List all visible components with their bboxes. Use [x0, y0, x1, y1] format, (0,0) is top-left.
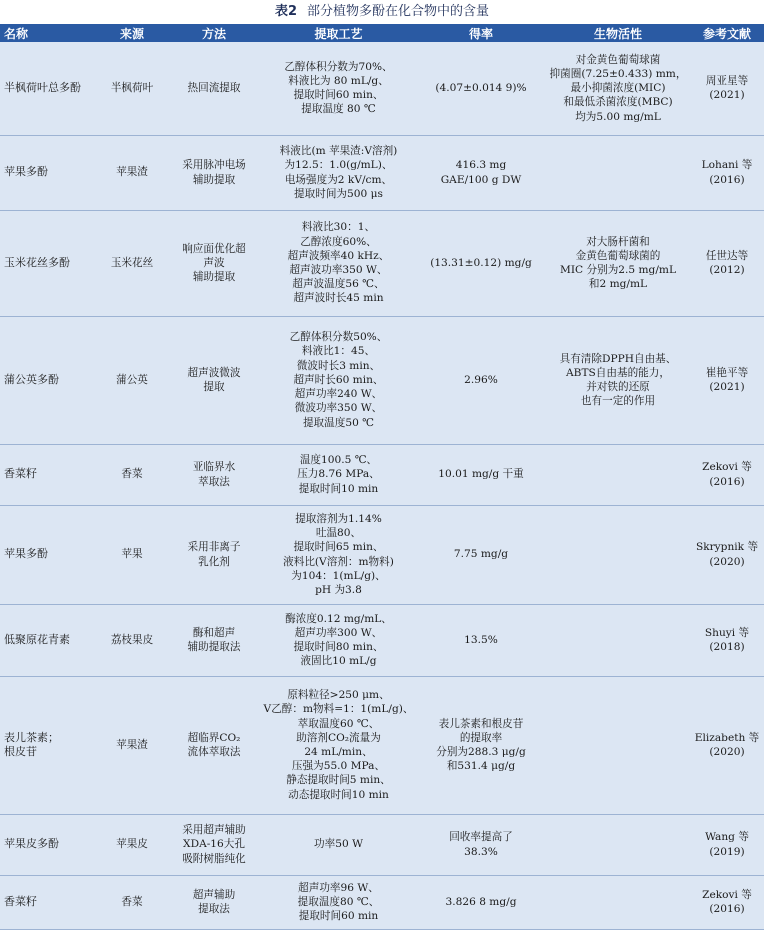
process-cell	[261, 875, 416, 929]
method-cell	[167, 875, 261, 929]
cell-line: 响应面优化超	[182, 242, 246, 255]
cell-line: 回收率提高了	[449, 831, 513, 844]
cell-line: 电场强度为2 kV/cm、	[284, 173, 393, 186]
source-cell	[97, 444, 167, 505]
cell-line: (2016)	[709, 475, 745, 488]
cell-line: XDA-16大孔	[183, 838, 245, 851]
cell-line: 采用非离子	[187, 541, 241, 554]
cell-line: 玉米花丝	[110, 256, 154, 269]
method-cell	[167, 604, 261, 676]
cell-line: 3.826 8 mg/g	[445, 895, 517, 908]
cell-line: 压强为55.0 MPa、	[291, 760, 386, 773]
compound-name-cell	[0, 676, 97, 814]
cell-line: 香菜	[121, 895, 143, 908]
yield-cell	[416, 676, 546, 814]
cell-line: Zekovi 等	[702, 461, 752, 474]
cell-line: 料液比30：1、	[301, 221, 376, 234]
cell-line: 原料粒径>250 μm、	[287, 689, 390, 702]
compound-name-cell	[0, 505, 97, 604]
compound-name-cell	[0, 135, 97, 210]
source-cell	[97, 135, 167, 210]
cell-line: 的提取率	[459, 731, 503, 744]
cell-line: 表儿茶素和根皮苷	[438, 717, 524, 730]
cell-line: 10.01 mg/g 干重	[438, 468, 524, 481]
process-cell	[261, 316, 416, 444]
cell-line: 亚临界水	[192, 461, 236, 474]
cell-line: 苹果皮	[116, 838, 148, 851]
reference-cell	[690, 814, 764, 875]
cell-line: 吐温80、	[315, 527, 362, 540]
cell-line: 超声辅助	[192, 888, 236, 901]
yield-cell	[416, 604, 546, 676]
cell-line: (2018)	[709, 641, 745, 653]
cell-line: 吸附树脂纯化	[182, 852, 246, 865]
cell-line: 超声时长60 min、	[293, 373, 384, 386]
cell-line: ABTS自由基的能力，	[566, 366, 670, 379]
cell-line: 功率50 W	[314, 838, 363, 851]
cell-line: 周亚星等	[705, 75, 749, 88]
cell-line: 苹果渣	[116, 166, 148, 179]
cell-line: 液料比(V溶剂：m物料)	[283, 555, 394, 568]
activity-cell	[546, 42, 690, 135]
cell-line: (2019)	[709, 845, 745, 858]
cell-line: 提取时间10 min	[298, 482, 379, 495]
reference-cell	[690, 604, 764, 676]
source-cell	[97, 316, 167, 444]
source-cell	[97, 604, 167, 676]
cell-line: 金黄色葡萄球菌的	[575, 249, 661, 262]
cell-line: 提取溶剂为1.14%	[295, 512, 382, 525]
cell-line: 香菜	[121, 468, 143, 481]
process-cell	[261, 814, 416, 875]
cell-line: 416.3 mg	[455, 159, 507, 172]
reference-cell	[690, 444, 764, 505]
compound-name-cell	[0, 210, 97, 316]
method-cell	[167, 814, 261, 875]
method-cell	[167, 316, 261, 444]
cell-line: 24 mL/min、	[304, 746, 373, 758]
table-row	[0, 505, 764, 604]
process-cell	[261, 604, 416, 676]
cell-line: 提取温度50 ℃	[302, 416, 375, 429]
process-cell	[261, 676, 416, 814]
cell-line: 超声功率96 W、	[298, 881, 379, 894]
cell-line: 超声波温度56 ℃、	[292, 278, 385, 291]
activity-cell	[546, 814, 690, 875]
cell-line: 动态提取时间10 min	[288, 788, 389, 801]
cell-line: 提取时间为500 μs	[294, 187, 383, 200]
cell-line: (2012)	[709, 264, 745, 276]
cell-line: 超声波频率40 kHz、	[287, 249, 390, 262]
activity-cell	[546, 604, 690, 676]
cell-line: 乙醇体积分数50%、	[289, 331, 388, 344]
cell-line: 并对铁的还原	[586, 381, 650, 393]
cell-line: MIC 分别为2.5 mg/mL	[560, 264, 676, 276]
reference-cell	[690, 676, 764, 814]
cell-line: Wang 等	[705, 831, 749, 844]
cell-line: 任世达等	[705, 249, 749, 262]
cell-line: 超声功率300 W、	[294, 626, 383, 639]
cell-line: 香菜籽	[4, 894, 37, 908]
cell-line: 采用脉冲电场	[182, 159, 246, 172]
cell-line: 蒲公英	[116, 373, 148, 386]
cell-line: 抑菌圈(7.25±0.433) mm，	[549, 67, 687, 80]
source-cell	[97, 676, 167, 814]
cell-line: 压力8.76 MPa、	[297, 468, 380, 481]
cell-line: 13.5%	[464, 633, 498, 646]
cell-line: 2.96%	[464, 373, 498, 386]
cell-line: 静态提取时间5 min、	[286, 774, 391, 787]
cell-line: 辅助提取	[192, 271, 236, 284]
activity-cell	[546, 135, 690, 210]
cell-line: GAE/100 g DW	[440, 173, 522, 186]
yield-cell	[416, 210, 546, 316]
cell-line: 为104：1(mL/g)、	[291, 569, 386, 582]
compound-name-cell	[0, 814, 97, 875]
cell-line: 乙醇体积分数为70%、	[284, 60, 393, 73]
cell-line: 苹果	[121, 548, 143, 561]
cell-line: 最小抑菌浓度(MIC)	[570, 82, 666, 95]
cell-line: (13.31±0.12) mg/g	[430, 256, 532, 269]
cell-line: 热回流提取	[187, 82, 241, 95]
method-cell	[167, 210, 261, 316]
cell-line: (2021)	[709, 381, 745, 393]
cell-line: 苹果渣	[116, 738, 148, 751]
cell-line: 采用超声辅助	[182, 824, 246, 837]
method-cell	[167, 135, 261, 210]
cell-line: 苹果多酚	[4, 165, 48, 179]
cell-line: 提取法	[198, 903, 230, 915]
cell-line: 超临界CO₂	[187, 731, 241, 744]
cell-line: 苹果多酚	[4, 547, 48, 561]
cell-line: 香菜籽	[4, 467, 37, 481]
cell-line: 提取时间65 min、	[293, 541, 384, 554]
cell-line: 7.75 mg/g	[453, 548, 509, 561]
yield-cell	[416, 42, 546, 135]
yield-cell	[416, 814, 546, 875]
method-cell	[167, 444, 261, 505]
cell-line: 表儿茶素；	[4, 730, 59, 744]
header-row	[0, 24, 764, 42]
cell-line: 提取温度80 ℃、	[297, 895, 380, 908]
cell-line: 液固比10 mL/g	[300, 655, 377, 668]
cell-line: 低聚原花青素	[4, 632, 70, 646]
cell-line: 和2 mg/mL	[588, 278, 648, 291]
reference-cell	[690, 42, 764, 135]
cell-line: (2016)	[709, 903, 745, 915]
cell-line: 流体萃取法	[187, 746, 241, 758]
cell-line: 提取时间80 min、	[293, 641, 384, 653]
cell-line: 提取温度 80 ℃	[301, 103, 376, 116]
cell-line: 和最低杀菌浓度(MBC)	[563, 96, 673, 109]
cell-line: (2021)	[709, 89, 745, 102]
cell-line: 料液比(m 苹果渣:V溶剂)	[279, 145, 398, 158]
header-activity: 生物活性	[546, 24, 690, 42]
activity-cell	[546, 316, 690, 444]
compound-name-cell	[0, 604, 97, 676]
source-cell	[97, 814, 167, 875]
cell-line: 超声波时长45 min	[293, 292, 384, 305]
cell-line: 酶浓度0.12 mg/mL、	[285, 612, 392, 625]
cell-line: Shuyi 等	[704, 626, 750, 639]
table-title: 部分植物多酚在化合物中的含量	[307, 4, 490, 19]
process-cell	[261, 135, 416, 210]
cell-line: 超声波功率350 W、	[289, 264, 388, 276]
cell-line: Zekovi 等	[702, 888, 752, 901]
process-cell	[261, 444, 416, 505]
cell-line: 超声波微波	[187, 366, 241, 379]
method-cell	[167, 42, 261, 135]
cell-line: 料液比为 80 mL/g、	[288, 75, 389, 88]
cell-line: 萃取法	[198, 475, 230, 488]
cell-line: (2020)	[709, 746, 745, 758]
cell-line: 玉米花丝多酚	[4, 255, 70, 269]
activity-cell	[546, 505, 690, 604]
cell-line: (2016)	[709, 173, 745, 186]
method-cell	[167, 676, 261, 814]
reference-cell	[690, 505, 764, 604]
activity-cell	[546, 210, 690, 316]
reference-cell	[690, 210, 764, 316]
cell-line: 声波	[203, 256, 225, 269]
cell-line: Lohani 等	[701, 159, 753, 172]
cell-line: V乙醇：m物料=1：1(mL/g)、	[263, 703, 414, 716]
table-row	[0, 676, 764, 814]
cell-line: 蒲公英多酚	[4, 372, 59, 386]
cell-line: 根皮苷	[4, 745, 37, 758]
cell-line: 荔枝果皮	[110, 633, 154, 646]
cell-line: 分别为288.3 μg/g	[436, 746, 526, 758]
cell-line: 38.3%	[464, 845, 498, 858]
cell-line: 提取时间60 min	[298, 910, 379, 923]
table-row	[0, 316, 764, 444]
cell-line: 对大肠杆菌和	[586, 235, 650, 248]
yield-cell	[416, 444, 546, 505]
cell-line: Skrypnik 等	[695, 541, 759, 554]
process-cell	[261, 210, 416, 316]
compound-name-cell	[0, 42, 97, 135]
yield-cell	[416, 316, 546, 444]
cell-line: 萃取温度60 ℃、	[297, 717, 380, 730]
activity-cell	[546, 676, 690, 814]
cell-line: 助溶剂CO₂流量为	[296, 731, 381, 744]
compound-name-cell	[0, 875, 97, 929]
cell-line: 对金黄色葡萄球菌	[575, 53, 661, 66]
cell-line: 提取	[203, 381, 225, 393]
source-cell	[97, 875, 167, 929]
table-row	[0, 210, 764, 316]
data-table	[0, 24, 764, 930]
cell-line: 崔艳平等	[705, 366, 749, 379]
table-row	[0, 875, 764, 929]
cell-line: 超声功率240 W、	[294, 388, 383, 401]
yield-cell	[416, 875, 546, 929]
cell-line: 微波时长3 min、	[296, 359, 381, 372]
header-process: 提取工艺	[261, 24, 416, 42]
source-cell	[97, 42, 167, 135]
cell-line: 乙醇浓度60%、	[300, 235, 377, 248]
reference-cell	[690, 135, 764, 210]
table-row	[0, 42, 764, 135]
cell-line: 微波功率350 W、	[294, 402, 383, 415]
table-number: 表2	[274, 4, 298, 19]
cell-line: 半枫荷叶	[110, 82, 154, 95]
source-cell	[97, 505, 167, 604]
header-source: 来源	[97, 24, 167, 42]
cell-line: pH 为3.8	[315, 583, 362, 596]
cell-line: 酶和超声	[192, 626, 236, 639]
table-row	[0, 814, 764, 875]
activity-cell	[546, 444, 690, 505]
yield-cell	[416, 505, 546, 604]
table-caption	[0, 0, 764, 24]
compound-name-cell	[0, 444, 97, 505]
cell-line: 提取时间60 min、	[293, 89, 384, 102]
process-cell	[261, 42, 416, 135]
header-method: 方法	[167, 24, 261, 42]
cell-line: 料液比1：45、	[301, 345, 376, 358]
activity-cell	[546, 875, 690, 929]
table-row	[0, 135, 764, 210]
cell-line: 均为5.00 mg/mL	[575, 110, 661, 123]
reference-cell	[690, 316, 764, 444]
cell-line: (4.07±0.014 9)%	[435, 82, 527, 95]
cell-line: 为12.5：1.0(g/mL)、	[284, 159, 393, 172]
reference-cell	[690, 875, 764, 929]
cell-line: 温度100.5 ℃、	[299, 454, 378, 467]
cell-line: Elizabeth 等	[694, 731, 760, 744]
cell-line: 半枫荷叶总多酚	[4, 81, 81, 95]
table-row	[0, 444, 764, 505]
cell-line: 乳化剂	[198, 555, 230, 568]
cell-line: 也有一定的作用	[580, 395, 656, 408]
cell-line: 辅助提取	[192, 173, 236, 186]
cell-line: 具有清除DPPH自由基、	[559, 352, 677, 365]
source-cell	[97, 210, 167, 316]
process-cell	[261, 505, 416, 604]
cell-line: 和531.4 μg/g	[446, 760, 516, 773]
table-row	[0, 604, 764, 676]
yield-cell	[416, 135, 546, 210]
header-yield: 得率	[416, 24, 546, 42]
cell-line: (2020)	[709, 555, 745, 568]
compound-name-cell	[0, 316, 97, 444]
cell-line: 苹果皮多酚	[4, 837, 59, 851]
cell-line: 辅助提取法	[187, 641, 241, 653]
method-cell	[167, 505, 261, 604]
header-reference: 参考文献	[690, 24, 764, 42]
header-name: 名称	[0, 24, 97, 42]
